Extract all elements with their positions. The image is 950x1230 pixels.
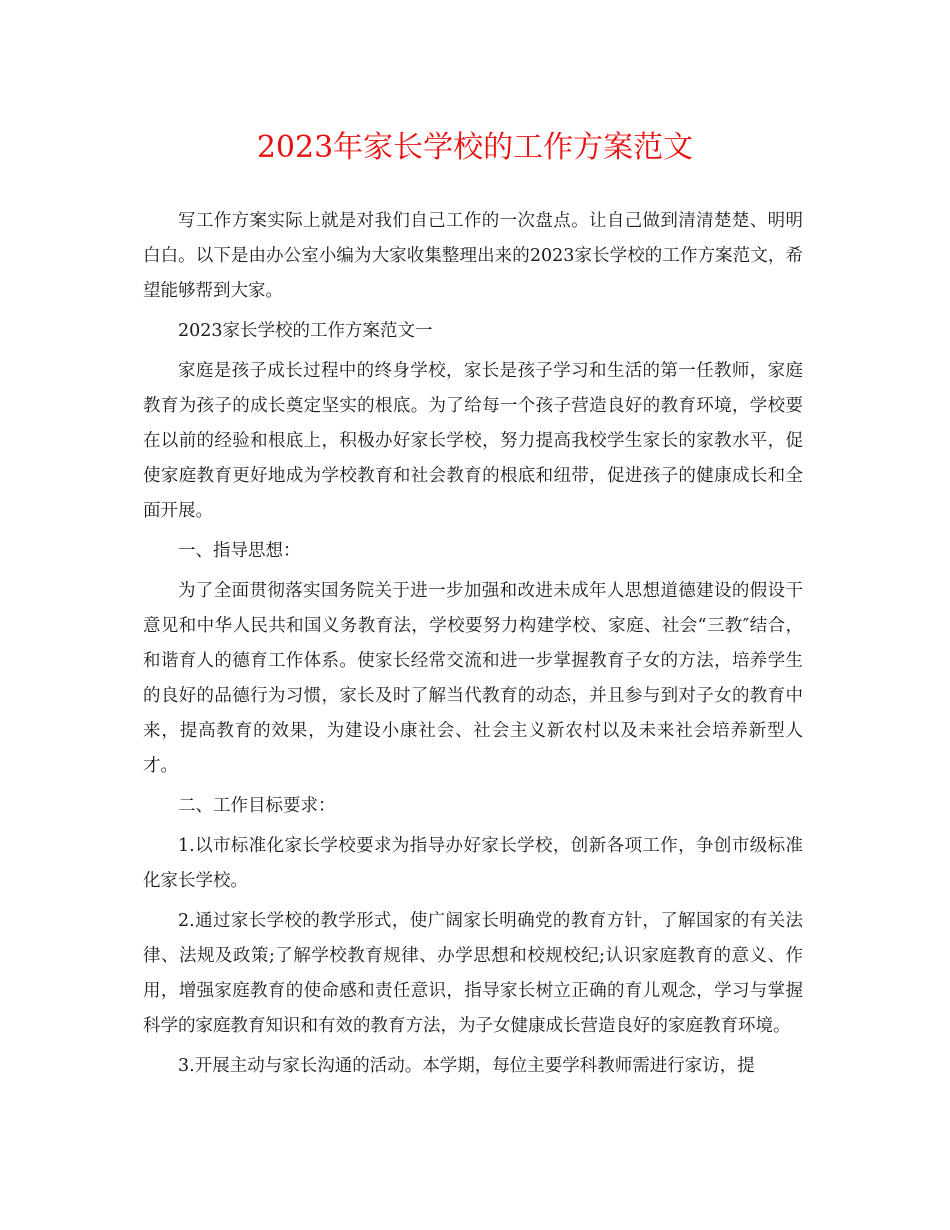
paragraph-intro: 写工作方案实际上就是对我们自己工作的一次盘点。让自己做到清清楚楚、明明白白。以下是由办公室小编为大家收集整理出来的2023家长学校的工作方案范文，希望能够帮到大家。	[143, 211, 803, 301]
paragraph-goal-1: 1.以市标准化家长学校要求为指导办好家长学校，创新各项工作，争创市级标准化家长学校。	[143, 836, 803, 891]
document-title: 2023年家长学校的工作方案范文	[256, 130, 694, 165]
paragraph-goal-3: 3.开展主动与家长沟通的活动。本学期，每位主要学科教师需进行家访，提	[178, 1056, 755, 1076]
document-body	[143, 204, 803, 1089]
paragraph-goal-2: 2.通过家长学校的教学形式，使广阔家长明确党的教育方针，了解国家的有关法律、法规及政策;了解学校教育规律、办学思想和校规校纪;认识家庭教育的意义、作用，增强家庭教育的使命感和责任意识，指导家长树立正确的育儿观念，学习与掌握科学的家庭教育知识和有效的教育方法，为子女健康成长营造良好的家庭教育环境。	[143, 911, 803, 1036]
paragraph-subtitle: 2023家长学校的工作方案范文一	[178, 321, 433, 341]
heading-guiding-ideology: 一、指导思想：	[178, 541, 301, 561]
paragraph-ideology: 为了全面贯彻落实国务院关于进一步加强和改进未成年人思想道德建设的假设干意见和中华人民共和国义务教育法，学校要努力构建学校、家庭、社会“三教″结合，和谐育人的德育工作体系。使家长经常交流和进一步掌握教育子女的方法，培养学生的良好的品德行为习惯，家长及时了解当代教育的动态，并且参与到对子女的教育中来，提高教育的效果，为建设小康社会、社会主义新农村以及未来社会培养新型人才。	[143, 581, 803, 776]
heading-work-goals: 二、工作目标要求：	[178, 796, 336, 816]
paragraph-background: 家庭是孩子成长过程中的终身学校，家长是孩子学习和生活的第一任教师，家庭教育为孩子的成长奠定坚实的根底。为了给每一个孩子营造良好的教育环境，学校要在以前的经验和根底上，积极办好家长学校，努力提高我校学生家长的家教水平，促使家庭教育更好地成为学校教育和社会教育的根底和纽带，促进孩子的健康成长和全面开展。	[143, 361, 803, 521]
